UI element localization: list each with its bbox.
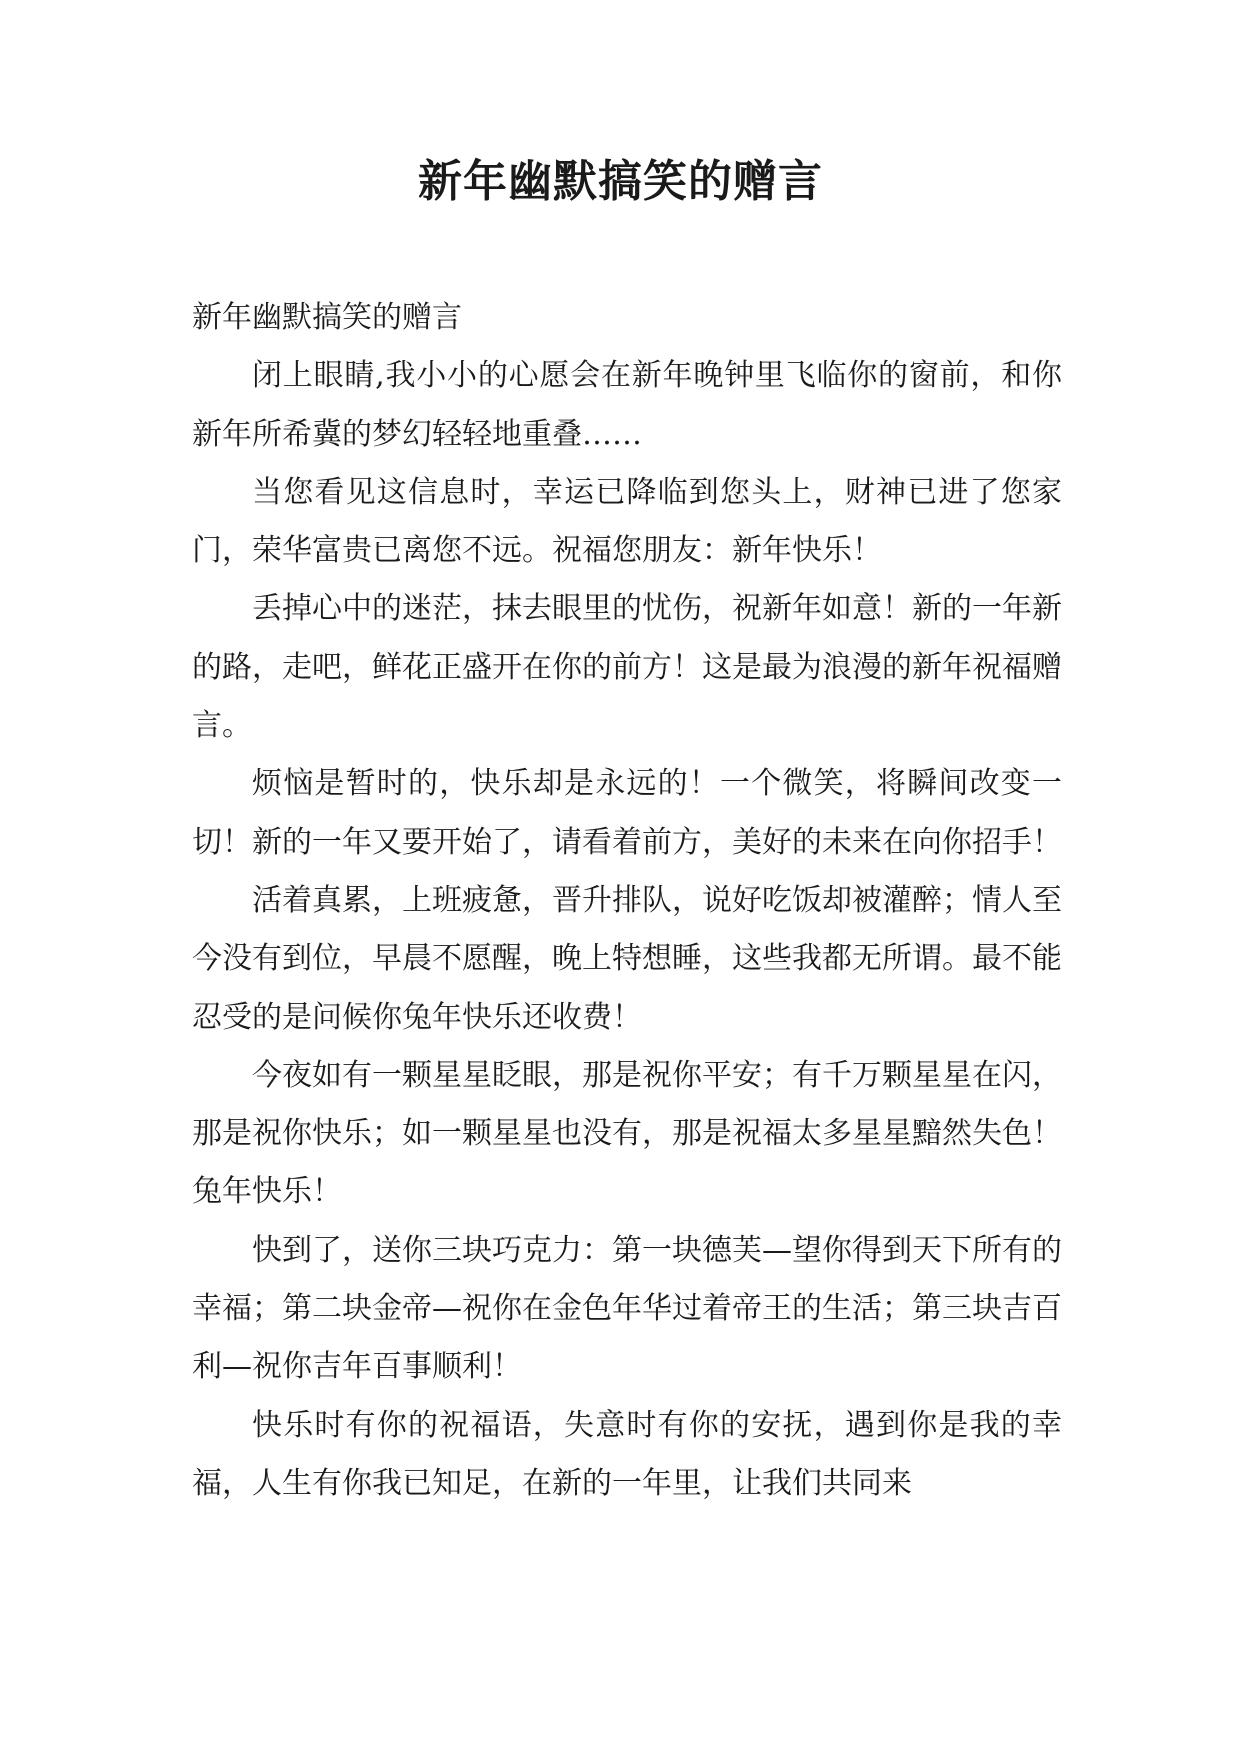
document-title: 新年幽默搞笑的赠言 [418, 156, 823, 207]
document-body [192, 289, 1062, 1513]
paragraph: 闭上眼睛,我小小的心愿会在新年晚钟里飞临你的窗前，和你新年所希冀的梦幻轻轻地重叠…… [192, 358, 1062, 452]
paragraph: 丢掉心中的迷茫，抹去眼里的忧伤，祝新年如意！新的一年新的路，走吧，鲜花正盛开在你的前方！这是最为浪漫的新年祝福赠言。 [192, 591, 1062, 744]
document-subtitle: 新年幽默搞笑的赠言 [192, 300, 462, 335]
paragraph: 快到了，送你三块巧克力：第一块德芙—望你得到天下所有的幸福；第二块金帝—祝你在金色年华过着帝王的生活；第三块吉百利—祝你吉年百事顺利！ [192, 1232, 1062, 1385]
paragraph: 当您看见这信息时，幸运已降临到您头上，财神已进了您家门，荣华富贵已离您不远。祝福您朋友：新年快乐！ [192, 474, 1062, 569]
paragraph: 快乐时有你的祝福语，失意时有你的安抚，遇到你是我的幸福，人生有你我已知足，在新的一年里，让我们共同来 [192, 1407, 1062, 1501]
paragraph: 今夜如有一颗星星眨眼，那是祝你平安；有千万颗星星在闪，那是祝你快乐；如一颗星星也没有，那是祝福太多星星黯然失色！兔年快乐！ [192, 1057, 1062, 1210]
paragraph: 活着真累，上班疲惫，晋升排队，说好吃饭却被灌醉；情人至今没有到位，早晨不愿醒，晚上特想睡，这些我都无所谓。最不能忍受的是问候你兔年快乐还收费！ [192, 882, 1062, 1035]
paragraph: 烦恼是暂时的，快乐却是永远的！一个微笑，将瞬间改变一切！新的一年又要开始了，请看着前方，美好的未来在向你招手！ [192, 766, 1062, 860]
